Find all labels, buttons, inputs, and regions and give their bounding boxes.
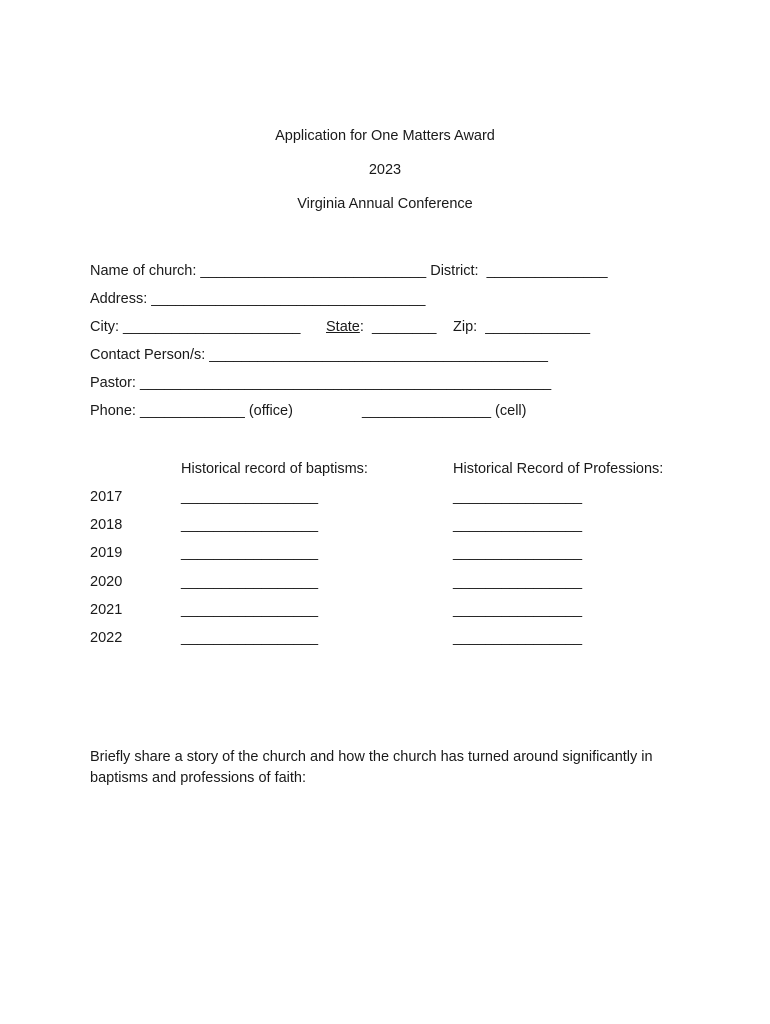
baptisms-header: Historical record of baptisms: bbox=[181, 461, 368, 477]
state-field[interactable] bbox=[326, 318, 436, 336]
history-year: 2018 bbox=[90, 517, 123, 533]
baptisms-blank[interactable]: _________________ bbox=[181, 545, 319, 561]
phone-cell-field[interactable]: ________________ (cell) bbox=[362, 403, 527, 419]
professions-blank[interactable]: ________________ bbox=[453, 630, 583, 646]
history-year: 2019 bbox=[90, 545, 123, 561]
form-title: Application for One Matters Award bbox=[275, 128, 495, 144]
baptisms-blank[interactable]: _________________ bbox=[181, 630, 319, 646]
story-prompt-line-2: baptisms and professions of faith: bbox=[90, 770, 307, 786]
history-year: 2022 bbox=[90, 630, 123, 646]
state-label: State bbox=[326, 319, 360, 335]
baptisms-blank[interactable]: _________________ bbox=[181, 517, 319, 533]
state-blank: : ________ bbox=[359, 319, 437, 335]
professions-blank[interactable]: ________________ bbox=[453, 602, 583, 618]
professions-blank[interactable]: ________________ bbox=[453, 517, 583, 533]
baptisms-blank[interactable]: _________________ bbox=[181, 574, 319, 590]
history-year: 2021 bbox=[90, 602, 123, 618]
contact-person-field[interactable]: Contact Person/s: __________________________________________ bbox=[90, 347, 548, 363]
professions-blank[interactable]: ________________ bbox=[453, 489, 583, 505]
history-year: 2017 bbox=[90, 489, 123, 505]
address-field[interactable]: Address: __________________________________ bbox=[90, 291, 426, 307]
phone-office-field[interactable]: Phone: _____________ (office) bbox=[90, 403, 293, 419]
professions-blank[interactable]: ________________ bbox=[453, 574, 583, 590]
baptisms-blank[interactable]: _________________ bbox=[181, 602, 319, 618]
professions-header: Historical Record of Professions: bbox=[453, 461, 664, 477]
zip-field[interactable]: Zip: _____________ bbox=[453, 319, 591, 335]
pastor-field[interactable]: Pastor: ___________________________________________________ bbox=[90, 375, 552, 391]
form-year: 2023 bbox=[368, 162, 402, 178]
history-year: 2020 bbox=[90, 574, 123, 590]
city-field[interactable]: City: ______________________ bbox=[90, 319, 301, 335]
church-district-field[interactable]: Name of church: ____________________________ District: _______________ bbox=[90, 263, 608, 279]
story-prompt-line-1: Briefly share a story of the church and how the church has turned around significantly in bbox=[90, 749, 653, 765]
baptisms-blank[interactable]: _________________ bbox=[181, 489, 319, 505]
conference-name: Virginia Annual Conference bbox=[297, 196, 473, 212]
professions-blank[interactable]: ________________ bbox=[453, 545, 583, 561]
